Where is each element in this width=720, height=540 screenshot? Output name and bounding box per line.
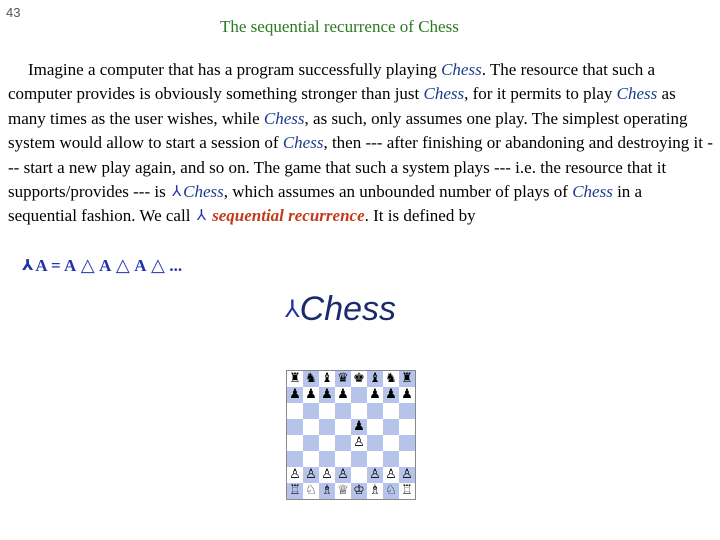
board-square bbox=[399, 451, 415, 467]
chess-piece-square: ♙ bbox=[383, 467, 399, 483]
chess-piece-square: ♟ bbox=[367, 387, 383, 403]
chessboard bbox=[286, 370, 416, 500]
formula-term: A bbox=[134, 256, 147, 275]
body-paragraph bbox=[8, 58, 714, 229]
chess-piece-square: ♝ bbox=[367, 371, 383, 387]
recurrence-symbol-icon: ⅄ bbox=[285, 296, 300, 323]
chess-piece-square: ♙ bbox=[319, 467, 335, 483]
formula-ellipsis: ... bbox=[169, 256, 183, 275]
chess-word: Chess bbox=[616, 84, 658, 104]
text: , then --- after finishing or abandoning and destroying it --- start a new play again, and so on. The game that such a system plays --- i.e. the resource that it supports/provides --- is bbox=[8, 133, 713, 202]
recurrence-formula bbox=[20, 255, 182, 276]
formula-term: A bbox=[64, 256, 77, 275]
text: in a sequential fashion. We call bbox=[8, 182, 643, 226]
board-square bbox=[351, 387, 367, 403]
board-square bbox=[303, 435, 319, 451]
board-square bbox=[335, 419, 351, 435]
board-square bbox=[319, 419, 335, 435]
chess-piece-square: ♙ bbox=[367, 467, 383, 483]
board-square bbox=[399, 435, 415, 451]
page-number: 43 bbox=[6, 5, 21, 20]
triangle-operator-icon: △ bbox=[111, 255, 135, 275]
chess-piece-square: ♙ bbox=[287, 467, 303, 483]
chess-word: Chess bbox=[282, 133, 324, 153]
text: , as such, only assumes one play. The simplest operating system would allow to start a session of bbox=[8, 108, 688, 153]
chess-piece-square: ♞ bbox=[303, 371, 319, 387]
chess-piece-square: ♟ bbox=[351, 419, 367, 435]
chess-piece-square: ♟ bbox=[383, 387, 399, 403]
chess-piece-square: ♘ bbox=[303, 483, 319, 499]
chess-piece-square: ♟ bbox=[319, 387, 335, 403]
board-square bbox=[287, 419, 303, 435]
chess-word: Chess bbox=[423, 84, 465, 104]
chess-word: Chess bbox=[572, 182, 613, 202]
board-square bbox=[287, 435, 303, 451]
board-square bbox=[383, 419, 399, 435]
chess-piece-square: ♜ bbox=[399, 371, 415, 387]
chess-piece-square: ♛ bbox=[335, 371, 351, 387]
slide-title: The sequential recurrence of Chess bbox=[220, 17, 459, 36]
board-square bbox=[351, 467, 367, 483]
board-square bbox=[399, 403, 415, 419]
board-square bbox=[367, 403, 383, 419]
text: . It is defined by bbox=[364, 206, 476, 226]
recurrence-symbol-icon: ⅄ bbox=[171, 184, 182, 201]
board-square bbox=[303, 403, 319, 419]
board-square bbox=[319, 435, 335, 451]
chess-piece-square: ♞ bbox=[383, 371, 399, 387]
chess-piece-square: ♘ bbox=[383, 483, 399, 499]
chess-word: Chess bbox=[441, 60, 482, 79]
board-square bbox=[287, 403, 303, 419]
formula-term: A bbox=[99, 256, 112, 275]
chess-piece-square: ♙ bbox=[335, 467, 351, 483]
sequential-recurrence-term: sequential recurrence bbox=[212, 206, 365, 226]
formula-term: A bbox=[35, 256, 47, 275]
chess-piece-square: ♖ bbox=[287, 483, 303, 499]
chess-piece-square: ♟ bbox=[335, 387, 351, 403]
heading-chess-label: Chess bbox=[299, 290, 397, 328]
board-square bbox=[335, 451, 351, 467]
board-square bbox=[367, 435, 383, 451]
board-square bbox=[351, 403, 367, 419]
text: , which assumes an unbounded number of plays of bbox=[223, 182, 573, 202]
chess-piece-square: ♙ bbox=[303, 467, 319, 483]
board-square bbox=[287, 451, 303, 467]
text: as many times as the user wishes, while bbox=[8, 84, 676, 128]
chess-piece-square: ♖ bbox=[399, 483, 415, 499]
board-square bbox=[367, 451, 383, 467]
chess-piece-square: ♝ bbox=[319, 371, 335, 387]
chess-piece-square: ♗ bbox=[367, 483, 383, 499]
board-square bbox=[303, 419, 319, 435]
board-square bbox=[319, 451, 335, 467]
recurrence-symbol-icon: ⅄ bbox=[196, 208, 206, 225]
board-square bbox=[319, 403, 335, 419]
board-square bbox=[303, 451, 319, 467]
chess-piece-square: ♗ bbox=[319, 483, 335, 499]
board-square bbox=[367, 419, 383, 435]
board-square bbox=[383, 403, 399, 419]
chess-piece-square: ♟ bbox=[287, 387, 303, 403]
board-square bbox=[335, 403, 351, 419]
board-square bbox=[335, 435, 351, 451]
board-square bbox=[399, 419, 415, 435]
triangle-operator-icon: △ bbox=[76, 255, 100, 275]
recurrence-symbol-icon: ⅄ bbox=[22, 258, 34, 274]
chess-piece-square: ♙ bbox=[351, 435, 367, 451]
chess-piece-square: ♜ bbox=[287, 371, 303, 387]
chess-piece-square: ♟ bbox=[399, 387, 415, 403]
chess-piece-square: ♕ bbox=[335, 483, 351, 499]
board-square bbox=[383, 451, 399, 467]
recurrence-chess-heading bbox=[285, 290, 396, 329]
chess-word: Chess bbox=[183, 182, 224, 202]
text: Imagine a computer that has a program successfully playing bbox=[28, 60, 442, 79]
triangle-operator-icon: △ bbox=[146, 255, 170, 275]
text: , for it permits to play bbox=[464, 84, 617, 104]
chess-piece-square: ♟ bbox=[303, 387, 319, 403]
chess-word: Chess bbox=[263, 108, 305, 128]
chess-piece-square: ♙ bbox=[399, 467, 415, 483]
board-square bbox=[383, 435, 399, 451]
text: . The resource that such a computer provides is obviously something stronger than just bbox=[8, 60, 656, 104]
chess-piece-square: ♚ bbox=[351, 371, 367, 387]
formula-equals: = bbox=[46, 256, 64, 275]
board-square bbox=[351, 451, 367, 467]
chess-piece-square: ♔ bbox=[351, 483, 367, 499]
